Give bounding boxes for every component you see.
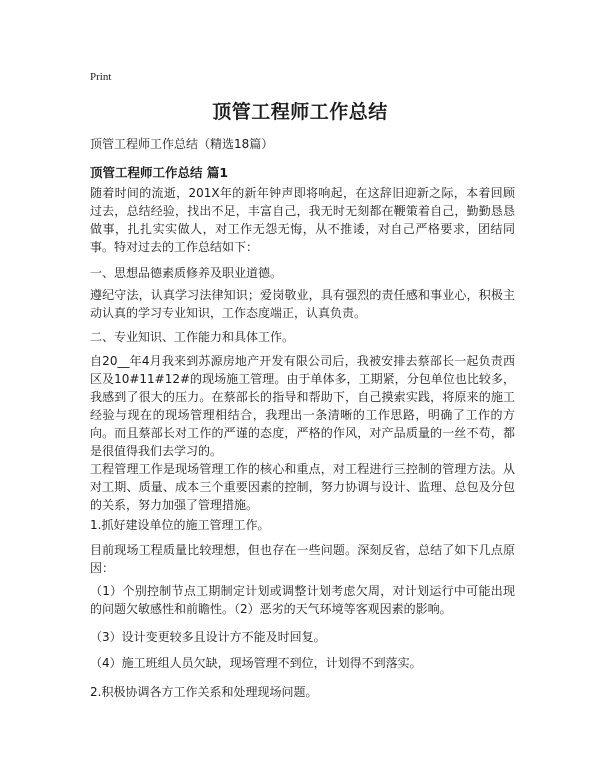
paragraph-quality: 目前现场工程质量比较理想，但也存在一些问题。深刻反省，总结了如下几点原因： bbox=[90, 543, 515, 575]
heading-coordination: 2.积极协调各方工作关系和处理现场问题。 bbox=[90, 685, 318, 699]
heading-ethics: 一、思想品德素质修养及职业道德。 bbox=[90, 266, 283, 280]
page-subtitle: 顶管工程师工作总结（精选18篇） bbox=[90, 137, 274, 151]
paragraph-intro: 随着时间的流逝，201X年的新年钟声即将响起，在这辞旧迎新之际，本着回顾过去，总结经验，找出不足，丰富自己，我无时无刻都在鞭策着自己，勤勤恳恳做事，扎扎实实做人，对工作无怨无悔，从不推诿，对自己严格要求，团结同事。特对过去的工作总结如下： bbox=[90, 186, 515, 254]
paragraph-ethics: 遵纪守法，认真学习法律知识；爱岗敬业，具有强烈的责任感和事业心，积极主动认真的学习专业知识，工作态度端正，认真负责。 bbox=[90, 288, 515, 320]
print-link[interactable]: Print bbox=[90, 71, 112, 83]
paragraph-work-history: 自20__年4月我来到苏源房地产开发有限公司后，我被安排去蔡部长一起负责西区及10#11#12#的现场施工管理。由于单体多，工期紧，分包单位也比较多，我感到了很大的压力。在蔡部长的指导和帮助下，自己摸索实践，将原来的施工经验与现在的现场管理相结合，我理出一条清晰的工作思路，明确了工作的方向。而且蔡部长对工作的严谨的态度，严格的作风，对产品质量的一丝不苟，都是很值得我们去学习的。 bbox=[90, 354, 515, 458]
list-item-3: （3）设计变更较多且设计方不能及时回复。 bbox=[90, 630, 326, 644]
list-item-1-2: （1）个别控制节点工期制定计划或调整计划考虑欠周，对计划运行中可能出现的问题欠敏感性和前瞻性。（2）恶劣的天气环境等客观因素的影响。 bbox=[90, 584, 515, 616]
heading-construction-management: 1.抓好建设单位的施工管理工作。 bbox=[90, 518, 270, 532]
page-title: 顶管工程师工作总结 bbox=[212, 101, 388, 123]
list-item-4: （4）施工班组人员欠缺，现场管理不到位，计划得不到落实。 bbox=[90, 656, 422, 670]
section-title: 顶管工程师工作总结 篇1 bbox=[90, 165, 229, 180]
paragraph-management: 工程管理工作是现场管理工作的核心和重点，对工程进行三控制的管理方法。从对工期、质量、成本三个重要因素的控制，努力协调与设计、监理、总包及分包的关系，努力加强了管理措施。 bbox=[90, 462, 515, 512]
heading-skills: 二、专业知识、工作能力和具体工作。 bbox=[90, 330, 295, 344]
